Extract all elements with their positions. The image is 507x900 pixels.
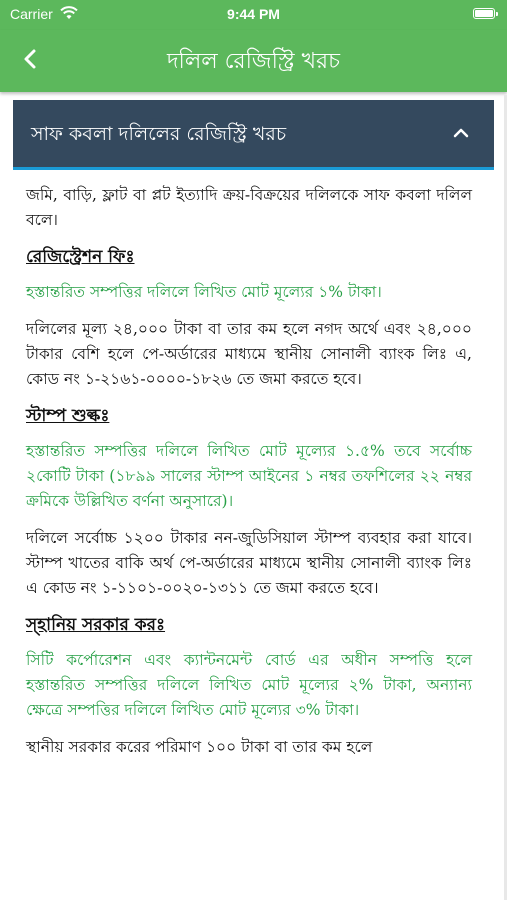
status-bar [0,0,507,30]
chevron-left-icon [16,44,46,74]
nav-bar [0,30,507,92]
page-title: দলিল রেজিস্ট্রি খরচ [166,49,341,74]
local-tax-highlight: সিটি কর্পোরেশন এবং ক্যান্টনমেন্ট বোর্ড এর অধীন সম্পত্তি হলে হস্তান্তরিত সম্পত্তির দলিলে লিখিত মোট মূল্যের ২% টাকা, অন্যান্য ক্ষেত্রে সম্পত্তির দলিলে লিখিত মোট মূল্যের ৩% টাকা। [26,651,472,719]
registration-fee-body: দলিলের মূল্য ২৪,০০০ টাকা বা তার কম হলে নগদ অর্থে এবং ২৪,০০০ টাকার বেশি হলে পে-অর্ডারের মাধ্যমে স্থানীয় সোনালী ব্যাংক লিঃ এ, কোড নং ১-২১৬১-০০০০-১৮২৬ তে জমা করতে হবে। [26,320,472,388]
accordion-header[interactable] [13,100,494,170]
stamp-duty-highlight: হস্তান্তরিত সম্পত্তির দলিলে লিখিত মোট মূল্যের ১.৫% তবে সর্বোচ্চ ২কোটি টাকা (১৮৯৯ সালের স্টাম্প আইনের ১ নম্বর তফশিলের ২২ নম্বর ক্রমিকে উল্লিখিত বর্ণনা অনুসারে)। [26,442,472,510]
registration-fee-highlight: হস্তান্তরিত সম্পত্তির দলিলে লিখিত মোট মূল্যের ১% টাকা। [26,283,382,301]
section-title: সাফ কবলা দলিলের রেজিস্ট্রি খরচ [31,123,287,145]
intro-text: জমি, বাড়ি, ফ্লাট বা প্লট ইত্যাদি ক্রয়-বিক্রয়ের দলিলকে সাফ কবলা দলিল বলে। [26,186,472,229]
status-time: 9:44 PM [227,6,280,22]
local-tax-body: স্থানীয় সরকার করের পরিমাণ ১০০ টাকা বা তার কম হলে [26,738,373,756]
back-button[interactable] [16,44,46,74]
carrier-label: Carrier [10,6,53,22]
registration-fee-heading: রেজিস্ট্রেশন ফিঃ [26,247,135,267]
section-content [26,183,472,772]
battery-icon [473,8,495,19]
stamp-duty-heading: স্টাম্প শুল্কঃ [26,406,110,426]
local-tax-heading: স্হানিয় সরকার করঃ [26,615,166,635]
chevron-up-icon[interactable] [452,124,470,142]
stamp-duty-body: দলিলে সর্বোচ্চ ১২০০ টাকার নন-জুডিসিয়াল স্টাম্প ব্যবহার করা যাবে। স্টাম্প খাতের বাকি অর্থ পে-অর্ডারের মাধ্যমে স্থানীয় সোনালী ব্যাংক লিঃ এ কোড নং ১-১১০১-০০২০-১৩১১ তে জমা করতে হবে। [26,529,472,597]
